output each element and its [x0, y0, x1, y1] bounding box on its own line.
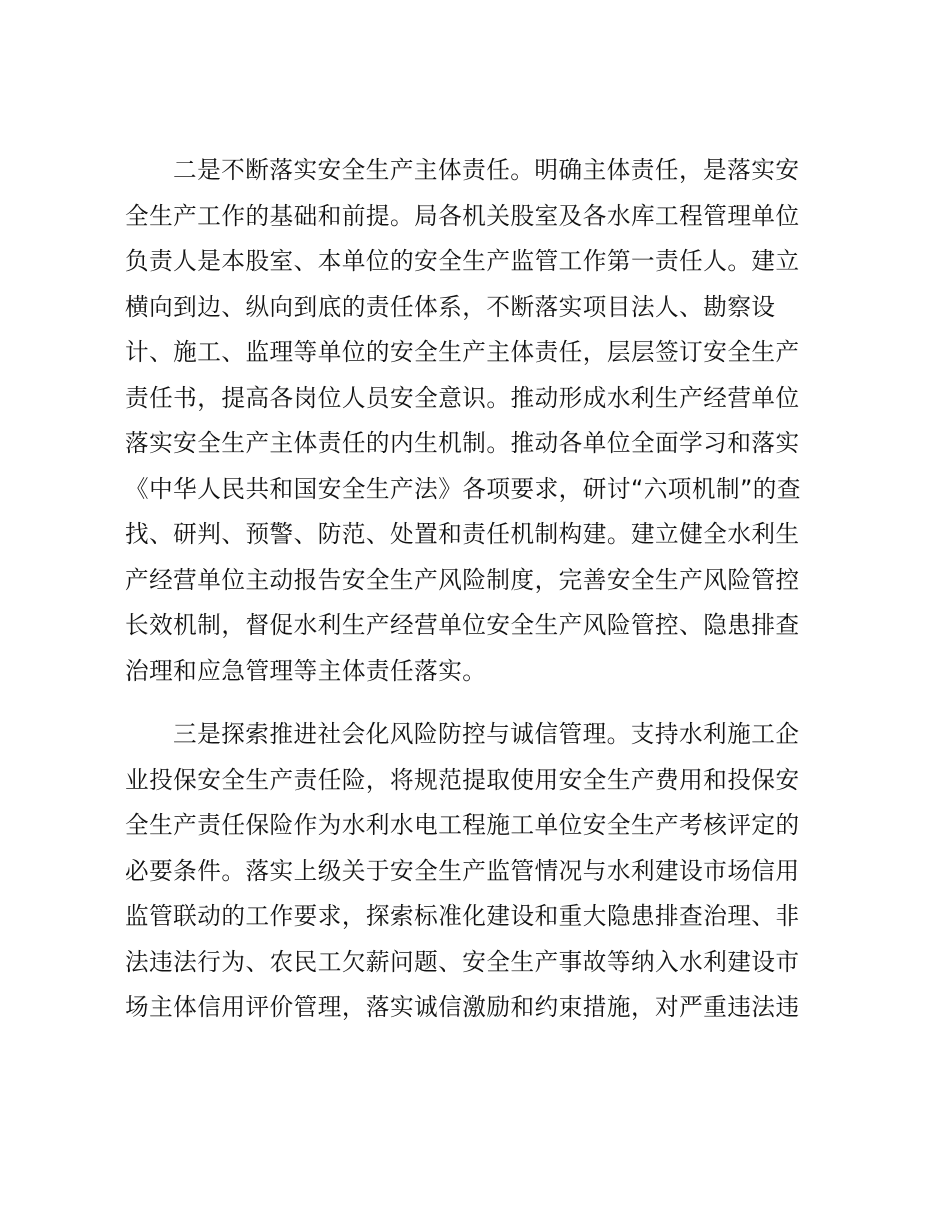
paragraph-line: 全生产责任保险作为水利水电工程施工单位安全生产考核评定的 — [125, 811, 800, 839]
paragraph-2 — [125, 712, 845, 1031]
paragraph-1 — [125, 148, 845, 694]
paragraph-line: 全生产工作的基础和前提。局各机关股室及各水库工程管理单位 — [125, 201, 800, 230]
paragraph-line: 监管联动的工作要求，探索标准化建设和重大隐患排查治理、非 — [125, 902, 800, 930]
paragraph-line: 业投保安全生产责任险，将规范提取使用安全生产费用和投保安 — [125, 765, 800, 794]
paragraph-line: 长效机制，督促水利生产经营单位安全生产风险管控、隐患排查 — [125, 611, 800, 639]
paragraph-line: 横向到边、纵向到底的责任体系，不断落实项目法人、勘察设 — [125, 292, 776, 321]
paragraph-line: 落实安全生产主体责任的内生机制。推动各单位全面学习和落实 — [125, 429, 800, 457]
paragraph-line: 必要条件。落实上级关于安全生产监管情况与水利建设市场信用 — [125, 856, 800, 885]
paragraph-line: 三是探索推进社会化风险防控与诚信管理。支持水利施工企 — [173, 720, 800, 748]
paragraph-line: 场主体信用评价管理，落实诚信激励和约束措施，对严重违法违 — [125, 993, 800, 1021]
paragraph-line: 责任书，提高各岗位人员安全意识。推动形成水利生产经营单位 — [125, 383, 800, 412]
paragraph-line: 计、施工、监理等单位的安全生产主体责任，层层签订安全生产 — [125, 338, 800, 366]
document-body — [125, 148, 845, 1031]
paragraph-spacer — [125, 694, 845, 712]
paragraph-line: 负责人是本股室、本单位的安全生产监管工作第一责任人。建立 — [125, 247, 800, 275]
paragraph-line: 产经营单位主动报告安全生产风险制度，完善安全生产风险管控 — [125, 565, 800, 594]
paragraph-line: 《中华人民共和国安全生产法》各项要求，研讨“六项机制”的查 — [125, 474, 801, 503]
paragraph-line: 二是不断落实安全生产主体责任。明确主体责任，是落实安 — [173, 156, 800, 184]
paragraph-line: 找、研判、预警、防范、处置和责任机制构建。建立健全水利生 — [125, 520, 800, 548]
paragraph-line: 法违法行为、农民工欠薪问题、安全生产事故等纳入水利建设市 — [125, 947, 800, 976]
paragraph-line: 治理和应急管理等主体责任落实。 — [125, 656, 487, 685]
